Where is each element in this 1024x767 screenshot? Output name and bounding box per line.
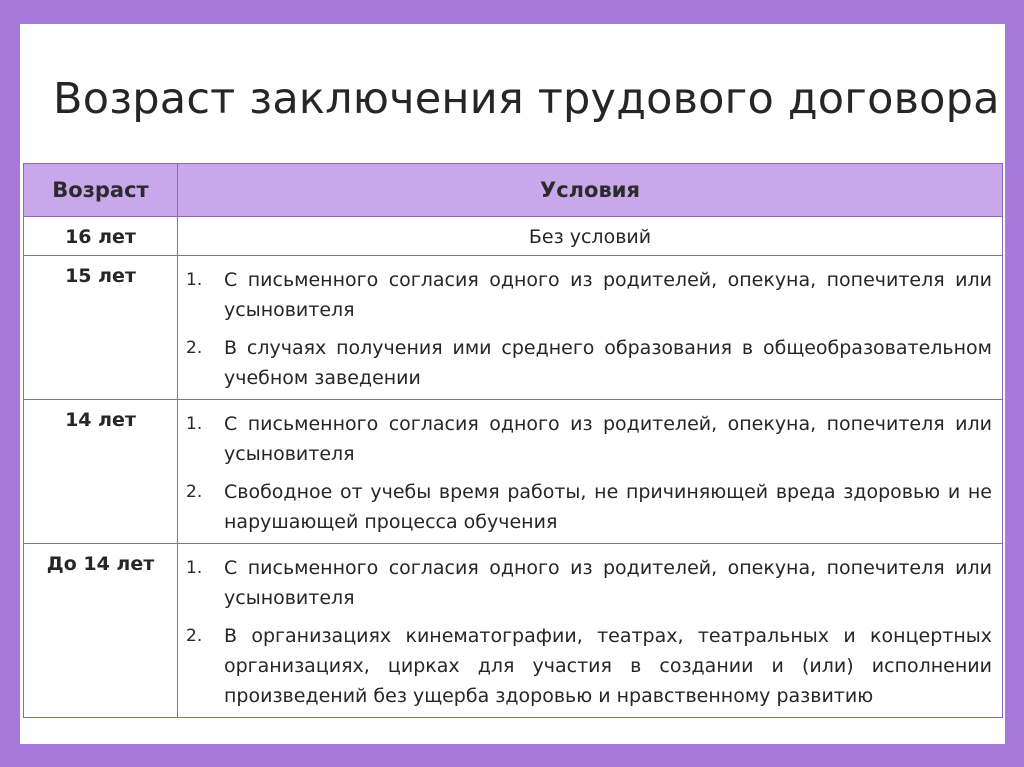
conditions-cell [178,256,1003,400]
list-text: С письменного согласия одного из родителей, опекуна, попечителя или усыновителя [224,269,992,321]
list-text: В организациях кинематографии, театрах, театральных и концертных организациях, цирках для участия в создании и (или) исполнении произведений без ущерба здоровью и нравственному развитию [224,625,992,707]
list-number: 1. [186,558,203,578]
list-text: С письменного согласия одного из родителей, опекуна, попечителя или усыновителя [224,557,992,609]
list-item [186,333,992,393]
list-item [186,477,992,537]
conditions-cell: Без условий [178,217,1003,256]
header-age: Возраст [24,164,178,217]
table-row [24,217,1003,256]
table-row [24,544,1003,718]
list-text: Свободное от учебы время работы, не причиняющей вреда здоровью и не нарушающей процесса обучения [224,481,992,533]
table-row [24,400,1003,544]
list-item [186,621,992,711]
list-text: В случаях получения ими среднего образования в общеобразовательном учебном заведении [224,337,992,389]
conditions-cell [178,544,1003,718]
list-number: 1. [186,270,203,290]
age-cell: 15 лет [24,256,178,400]
conditions-list [186,265,992,393]
conditions-list [186,409,992,537]
age-cell: 14 лет [24,400,178,544]
list-item [186,409,992,469]
list-text: С письменного согласия одного из родителей, опекуна, попечителя или усыновителя [224,413,992,465]
list-number: 2. [186,482,203,502]
table-row [24,256,1003,400]
list-number: 2. [186,626,203,646]
conditions-cell [178,400,1003,544]
list-item [186,265,992,325]
list-number: 2. [186,338,203,358]
header-conditions: Условия [178,164,1003,217]
slide-title: Возраст заключения трудового договора [53,74,1000,124]
slide [20,24,1005,744]
conditions-list [186,553,992,711]
list-item [186,553,992,613]
age-cell: До 14 лет [24,544,178,718]
age-cell: 16 лет [24,217,178,256]
conditions-table [23,163,1003,718]
table-header-row [24,164,1003,217]
list-number: 1. [186,414,203,434]
